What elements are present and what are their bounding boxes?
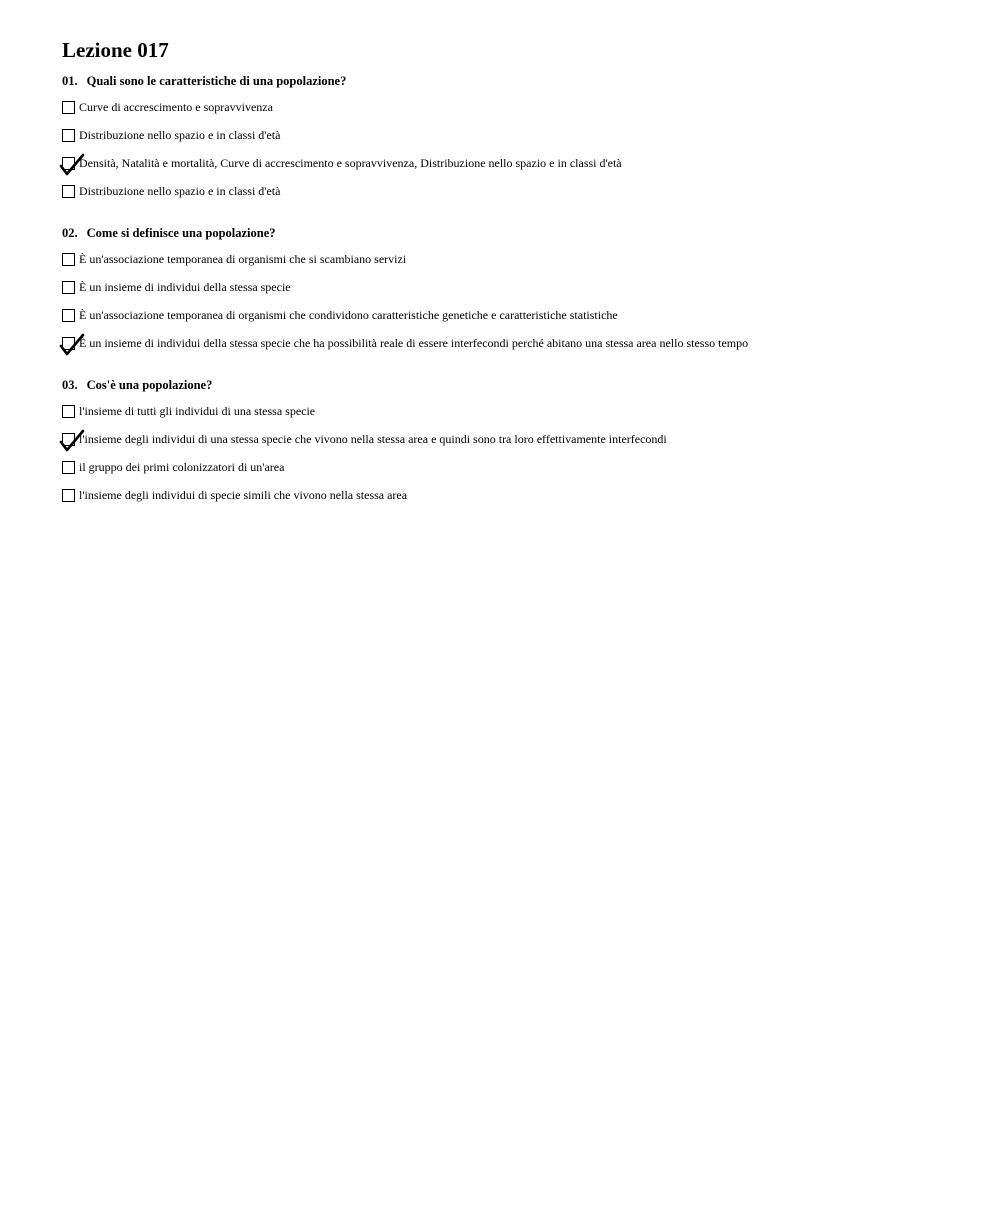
answer-option-text: Distribuzione nello spazio e in classi d'età xyxy=(79,128,281,142)
checkbox[interactable] xyxy=(62,101,75,114)
answer-option[interactable] xyxy=(62,177,962,205)
answer-option-text: È un insieme di individui della stessa specie che ha possibilità reale di essere interfecondi perché abitano una stessa area nello stesso tempo xyxy=(79,336,749,350)
checkbox[interactable] xyxy=(62,129,75,142)
checkbox[interactable] xyxy=(62,309,75,322)
checked-checkbox[interactable] xyxy=(62,433,75,446)
checkmark-icon xyxy=(60,332,88,360)
checkmark-icon xyxy=(60,152,88,180)
question-heading xyxy=(62,73,962,89)
answer-option-text: Distribuzione nello spazio e in classi d'età xyxy=(79,184,281,198)
answer-option-text: l'insieme degli individui di una stessa specie che vivono nella stessa area e quindi sono tra loro effettivamente interfecondi xyxy=(79,432,667,446)
question-text: Come si definisce una popolazione? xyxy=(86,226,276,240)
answer-option-text: il gruppo dei primi colonizzatori di un'area xyxy=(79,460,285,474)
checkbox[interactable] xyxy=(62,253,75,266)
checked-checkbox[interactable] xyxy=(62,337,75,350)
answer-option-text: È un'associazione temporanea di organismi che condividono caratteristiche genetiche e caratteristiche statistiche xyxy=(79,308,618,322)
question-block xyxy=(62,225,962,357)
answer-option[interactable] xyxy=(62,453,962,481)
checkbox[interactable] xyxy=(62,185,75,198)
checkbox[interactable] xyxy=(62,281,75,294)
checkmark-icon xyxy=(60,428,88,456)
answer-option[interactable] xyxy=(62,481,962,509)
answer-option[interactable] xyxy=(62,425,962,453)
lesson-title: Lezione 017 xyxy=(62,38,169,62)
checkbox[interactable] xyxy=(62,405,75,418)
answer-option[interactable] xyxy=(62,273,962,301)
question-block xyxy=(62,73,962,205)
question-number: 03. xyxy=(62,378,78,392)
answer-option-text: È un insieme di individui della stessa specie xyxy=(79,280,291,294)
answer-option-text: È un'associazione temporanea di organismi che si scambiano servizi xyxy=(79,252,407,266)
answer-option-text: Densità, Natalità e mortalità, Curve di accrescimento e sopravvivenza, Distribuzione nello spazio e in classi d'età xyxy=(79,156,622,170)
answer-option[interactable] xyxy=(62,149,962,177)
checked-checkbox[interactable] xyxy=(62,157,75,170)
question-text: Quali sono le caratteristiche di una popolazione? xyxy=(86,74,347,88)
question-heading xyxy=(62,225,962,241)
question-list xyxy=(62,73,962,509)
question-block xyxy=(62,377,962,509)
question-number: 01. xyxy=(62,74,78,88)
checkbox[interactable] xyxy=(62,461,75,474)
answer-option-text: l'insieme di tutti gli individui di una stessa specie xyxy=(79,404,316,418)
answer-option[interactable] xyxy=(62,245,962,273)
checkbox[interactable] xyxy=(62,489,75,502)
answer-option-text: l'insieme degli individui di specie simili che vivono nella stessa area xyxy=(79,488,408,502)
answer-option[interactable] xyxy=(62,329,962,357)
answer-option[interactable] xyxy=(62,93,962,121)
answer-option-text: Curve di accrescimento e sopravvivenza xyxy=(79,100,273,114)
question-text: Cos'è una popolazione? xyxy=(86,378,213,392)
answer-option[interactable] xyxy=(62,121,962,149)
answer-option[interactable] xyxy=(62,397,962,425)
answer-option[interactable] xyxy=(62,301,962,329)
question-number: 02. xyxy=(62,226,78,240)
question-heading xyxy=(62,377,962,393)
quiz-page xyxy=(62,36,962,509)
